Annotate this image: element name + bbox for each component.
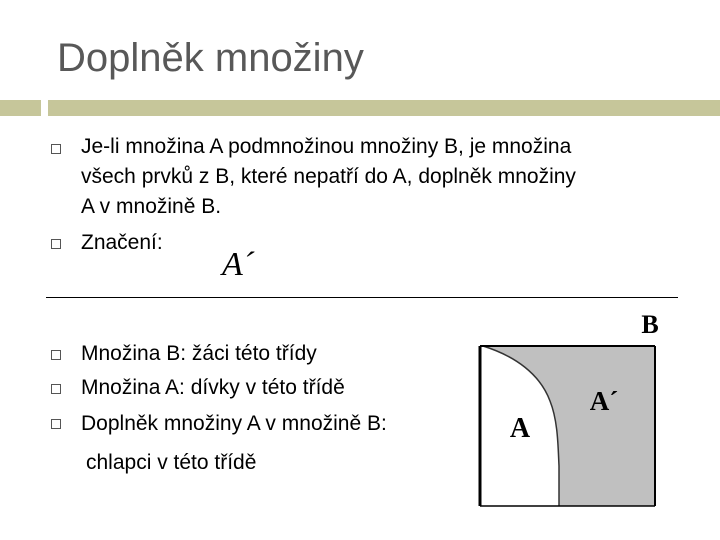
label-a-prime: A´ [589,386,619,416]
notation-symbol: A´ [222,246,255,283]
example-item-3: Doplněk množiny A v množině B: [81,412,387,435]
venn-diagram [470,306,670,514]
bullet-icon [51,384,61,394]
accent-bar-left [0,100,41,116]
label-b: B [641,310,659,339]
notation-label: Značení: [81,231,163,254]
bullet-icon [51,144,61,154]
definition-line-2: všech prvků z B, které nepatří do A, doplněk množiny [81,165,576,188]
example-item-2: Množina A: dívky v této třídě [81,376,345,399]
example-continuation: chlapci v této třídě [86,451,257,474]
bullet-icon [51,419,61,429]
definition-line-3: A v množině B. [81,195,222,218]
slide-title: Doplněk množiny [57,36,364,80]
label-a: A [509,413,531,444]
accent-bar-right [48,100,720,116]
example-item-1: Množina B: žáci této třídy [81,342,317,365]
bullet-icon [51,350,61,360]
definition-line-1: Je-li množina A podmnožinou množiny B, je množina [81,135,572,158]
bullet-icon [51,239,61,249]
divider-line [46,297,678,298]
